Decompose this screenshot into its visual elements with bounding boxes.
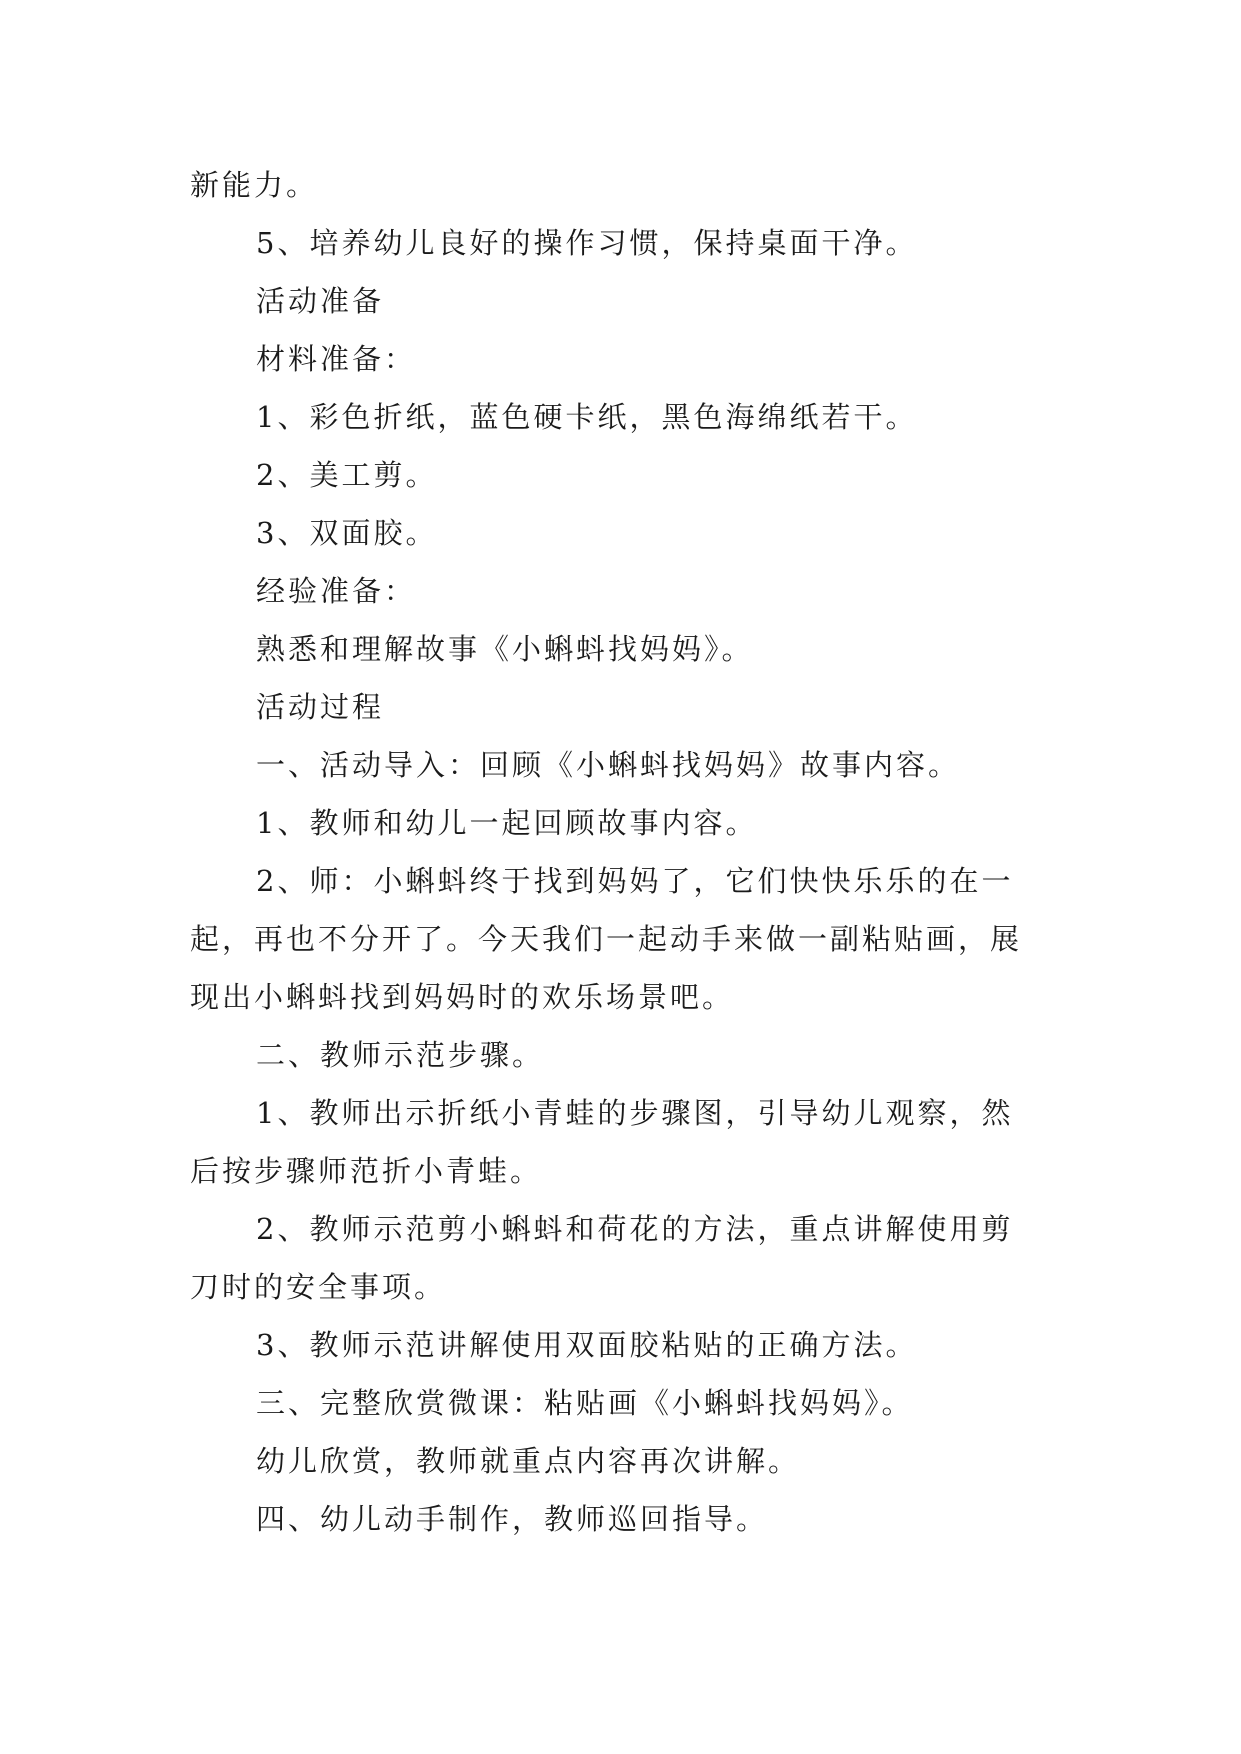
list-item: 1、教师出示折纸小青蛙的步骤图，引导幼儿观察，然 <box>256 1096 1014 1130</box>
document-body <box>190 156 1060 1548</box>
step-heading: 二、教师示范步骤。 <box>256 1038 545 1072</box>
section-heading: 活动过程 <box>256 690 385 724</box>
text-line: 幼儿欣赏，教师就重点内容再次讲解。 <box>256 1444 801 1478</box>
text-line: 5、培养幼儿良好的操作习惯，保持桌面干净。 <box>256 226 918 260</box>
subsection-heading: 材料准备： <box>256 342 417 376</box>
text-line: 刀时的安全事项。 <box>190 1270 447 1304</box>
list-item: 2、师：小蝌蚪终于找到妈妈了，它们快快乐乐的在一 <box>256 864 1014 898</box>
text-line: 起，再也不分开了。今天我们一起动手来做一副粘贴画，展 <box>190 922 1023 956</box>
text-line: 新能力。 <box>190 168 319 202</box>
list-item: 2、教师示范剪小蝌蚪和荷花的方法，重点讲解使用剪 <box>256 1212 1014 1246</box>
step-heading: 三、完整欣赏微课：粘贴画《小蝌蚪找妈妈》。 <box>256 1386 914 1420</box>
step-heading: 四、幼儿动手制作，教师巡回指导。 <box>256 1502 769 1536</box>
subsection-heading: 经验准备： <box>256 574 417 608</box>
section-heading: 活动准备 <box>256 284 385 318</box>
text-line: 后按步骤师范折小青蛙。 <box>190 1154 543 1188</box>
text-line: 现出小蝌蚪找到妈妈时的欢乐场景吧。 <box>190 980 735 1014</box>
step-heading: 一、活动导入：回顾《小蝌蚪找妈妈》故事内容。 <box>256 748 961 782</box>
list-item: 1、教师和幼儿一起回顾故事内容。 <box>256 806 758 840</box>
list-item: 2、美工剪。 <box>256 458 438 492</box>
list-item: 3、双面胶。 <box>256 516 438 550</box>
list-item: 1、彩色折纸，蓝色硬卡纸，黑色海绵纸若干。 <box>256 400 918 434</box>
list-item: 3、教师示范讲解使用双面胶粘贴的正确方法。 <box>256 1328 918 1362</box>
text-line: 熟悉和理解故事《小蝌蚪找妈妈》。 <box>256 632 754 666</box>
